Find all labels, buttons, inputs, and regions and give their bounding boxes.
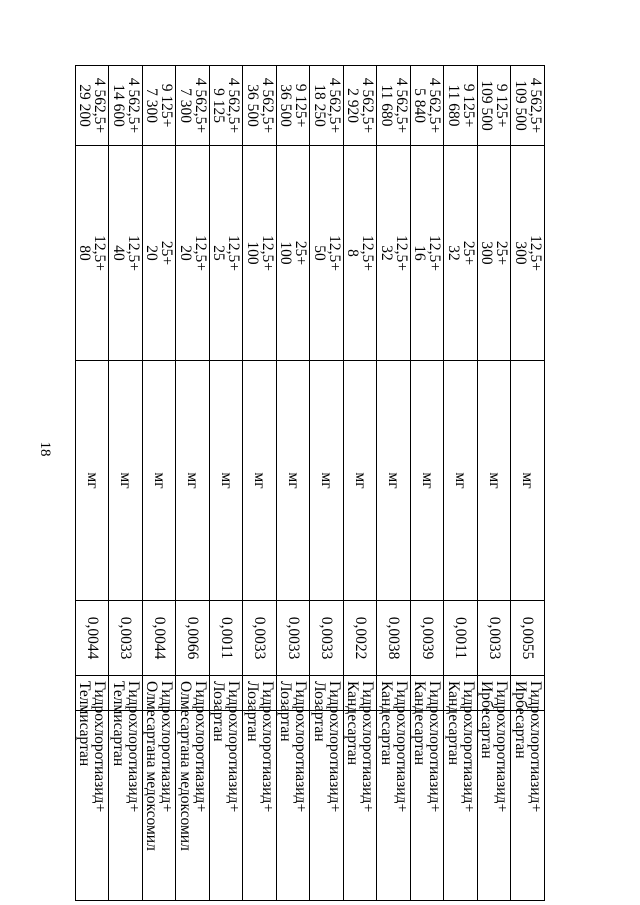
annual-amount-line: 4 562,5+ bbox=[359, 77, 377, 134]
table-row bbox=[310, 66, 344, 901]
drug-name-line: Гидрохлоротиазид+ bbox=[460, 681, 477, 813]
drug-name-cell bbox=[176, 676, 210, 851]
dose-cell bbox=[243, 146, 277, 361]
amount-cell: 0,0044 bbox=[76, 601, 110, 676]
drug-name-cell bbox=[310, 676, 344, 813]
table-row bbox=[478, 66, 512, 901]
drug-name-line: Лозартан bbox=[311, 681, 328, 742]
unit-cell: мг bbox=[511, 361, 545, 601]
dose-cell bbox=[143, 146, 177, 361]
dose-line: 50 bbox=[311, 245, 328, 261]
page-number: 18 bbox=[37, 441, 53, 457]
annual-amount-cell bbox=[310, 66, 344, 146]
annual-amount-cell bbox=[143, 66, 177, 146]
dose-cell bbox=[344, 146, 378, 361]
dose-line: 32 bbox=[445, 245, 462, 261]
table-row bbox=[243, 66, 277, 901]
drug-name-line: Кандесартан bbox=[445, 681, 462, 766]
unit-cell: мг bbox=[377, 361, 411, 601]
table-row bbox=[76, 66, 110, 901]
table-body bbox=[76, 66, 545, 901]
annual-amount-line: 4 562,5+ bbox=[527, 77, 544, 134]
drug-name-cell bbox=[277, 676, 311, 813]
annual-amount-line: 9 125 bbox=[210, 88, 228, 123]
dose-cell bbox=[411, 146, 445, 361]
unit-cell: мг bbox=[310, 361, 344, 601]
drug-name-cell bbox=[344, 676, 378, 813]
unit-cell: мг bbox=[277, 361, 311, 601]
amount-cell: 0,0011 bbox=[210, 601, 244, 676]
annual-amount-line: 2 920 bbox=[344, 88, 362, 123]
dose-line: 20 bbox=[177, 245, 194, 261]
drug-name-line: Гидрохлоротиазид+ bbox=[527, 681, 544, 813]
dose-line: 12,5+ bbox=[91, 235, 109, 271]
annual-amount-line: 9 125+ bbox=[292, 83, 310, 128]
table-row bbox=[143, 66, 177, 901]
annual-amount-line: 7 300 bbox=[143, 88, 161, 123]
drug-name-cell bbox=[444, 676, 478, 813]
drug-name-line: Гидрохлоротиазид+ bbox=[292, 681, 310, 813]
drug-name-line: Гидрохлоротиазид+ bbox=[225, 681, 243, 813]
annual-amount-cell bbox=[243, 66, 277, 146]
drug-name-cell bbox=[210, 676, 244, 813]
rotated-table-area bbox=[75, 65, 545, 900]
annual-amount-line: 36 500 bbox=[277, 84, 295, 127]
drug-name-line: Гидрохлоротиазид+ bbox=[158, 681, 176, 813]
unit-cell: мг bbox=[76, 361, 110, 601]
drug-name-line: Кандесартан bbox=[411, 681, 429, 766]
dose-cell bbox=[511, 146, 545, 361]
dose-line: 25+ bbox=[158, 240, 176, 266]
annual-amount-line: 29 200 bbox=[76, 84, 94, 127]
drug-name-line: Ирбесартан bbox=[512, 681, 529, 759]
table-row bbox=[176, 66, 210, 901]
amount-cell: 0,0033 bbox=[243, 601, 277, 676]
dose-cell bbox=[277, 146, 311, 361]
amount-cell: 0,0033 bbox=[478, 601, 512, 676]
unit-cell: мг bbox=[143, 361, 177, 601]
unit-cell: мг bbox=[210, 361, 244, 601]
dose-line: 25+ bbox=[460, 240, 477, 266]
drug-name-cell bbox=[76, 676, 110, 813]
amount-cell: 0,0055 bbox=[511, 601, 545, 676]
amount-cell: 0,0039 bbox=[411, 601, 445, 676]
table-row bbox=[444, 66, 478, 901]
unit-cell: мг bbox=[176, 361, 210, 601]
annual-amount-line: 4 562,5+ bbox=[326, 77, 343, 134]
dose-cell bbox=[377, 146, 411, 361]
dose-line: 32 bbox=[378, 245, 395, 261]
table-row bbox=[210, 66, 244, 901]
table-row bbox=[109, 66, 143, 901]
drug-dosage-table bbox=[75, 65, 545, 901]
dose-line: 16 bbox=[411, 245, 429, 261]
annual-amount-line: 4 562,5+ bbox=[393, 77, 410, 134]
annual-amount-line: 9 125+ bbox=[493, 83, 511, 128]
drug-name-line: Гидрохлоротиазид+ bbox=[259, 681, 276, 813]
annual-amount-cell bbox=[210, 66, 244, 146]
dose-line: 12,5+ bbox=[192, 235, 209, 271]
dose-cell bbox=[210, 146, 244, 361]
annual-amount-line: 4 562,5+ bbox=[426, 77, 444, 134]
dose-line: 100 bbox=[277, 241, 295, 265]
dose-cell bbox=[109, 146, 143, 361]
drug-name-line: Гидрохлоротиазид+ bbox=[192, 681, 209, 813]
amount-cell: 0,0011 bbox=[444, 601, 478, 676]
annual-amount-line: 109 500 bbox=[512, 80, 529, 131]
dose-line: 12,5+ bbox=[225, 235, 243, 271]
annual-amount-cell bbox=[511, 66, 545, 146]
dose-line: 300 bbox=[512, 241, 529, 265]
amount-cell: 0,0033 bbox=[277, 601, 311, 676]
table-wrapper bbox=[75, 65, 545, 900]
dose-line: 25+ bbox=[493, 240, 511, 266]
amount-cell: 0,0044 bbox=[143, 601, 177, 676]
table-row bbox=[511, 66, 545, 901]
drug-name-cell bbox=[377, 676, 411, 813]
drug-name-line: Гидрохлоротиазид+ bbox=[426, 681, 444, 813]
annual-amount-line: 4 562,5+ bbox=[91, 77, 109, 134]
annual-amount-line: 4 562,5+ bbox=[192, 77, 209, 134]
annual-amount-line: 14 600 bbox=[110, 84, 127, 127]
amount-cell: 0,0022 bbox=[344, 601, 378, 676]
drug-name-cell bbox=[143, 676, 177, 851]
annual-amount-line: 4 562,5+ bbox=[225, 77, 243, 134]
amount-cell: 0,0033 bbox=[310, 601, 344, 676]
annual-amount-line: 36 500 bbox=[244, 84, 261, 127]
amount-cell: 0,0033 bbox=[109, 601, 143, 676]
drug-name-line: Гидрохлоротиазид+ bbox=[359, 681, 377, 813]
dose-line: 25+ bbox=[292, 240, 310, 266]
drug-name-cell bbox=[478, 676, 512, 813]
amount-cell: 0,0066 bbox=[176, 601, 210, 676]
annual-amount-cell bbox=[444, 66, 478, 146]
drug-name-line: Кандесартан bbox=[378, 681, 395, 766]
annual-amount-line: 18 250 bbox=[311, 84, 328, 127]
drug-name-line: Гидрохлоротиазид+ bbox=[91, 681, 109, 813]
amount-cell: 0,0038 bbox=[377, 601, 411, 676]
annual-amount-line: 7 300 bbox=[177, 88, 194, 123]
annual-amount-cell bbox=[109, 66, 143, 146]
drug-name-cell bbox=[411, 676, 445, 813]
drug-name-line: Гидрохлоротиазид+ bbox=[493, 681, 511, 813]
unit-cell: мг bbox=[444, 361, 478, 601]
drug-name-cell bbox=[109, 676, 143, 813]
drug-name-line: Ирбесартан bbox=[478, 681, 496, 759]
dose-line: 20 bbox=[143, 245, 161, 261]
drug-name-line: Гидрохлоротиазид+ bbox=[326, 681, 343, 813]
table-row bbox=[377, 66, 411, 901]
dose-line: 12,5+ bbox=[393, 235, 410, 271]
table-row bbox=[411, 66, 445, 901]
unit-cell: мг bbox=[243, 361, 277, 601]
annual-amount-line: 11 680 bbox=[378, 84, 395, 127]
unit-cell: мг bbox=[411, 361, 445, 601]
dose-line: 8 bbox=[344, 249, 362, 257]
dose-line: 12,5+ bbox=[426, 235, 444, 271]
drug-name-cell bbox=[243, 676, 277, 813]
dose-line: 12,5+ bbox=[359, 235, 377, 271]
dose-line: 300 bbox=[478, 241, 496, 265]
drug-name-line: Телмисартан bbox=[76, 681, 94, 767]
dose-cell bbox=[478, 146, 512, 361]
dose-cell bbox=[444, 146, 478, 361]
drug-name-cell bbox=[511, 676, 545, 813]
dose-line: 12,5+ bbox=[125, 235, 142, 271]
annual-amount-cell bbox=[377, 66, 411, 146]
table-row bbox=[344, 66, 378, 901]
annual-amount-line: 5 840 bbox=[411, 88, 429, 123]
dose-line: 100 bbox=[244, 241, 261, 265]
drug-name-line: Телмисартан bbox=[110, 681, 127, 767]
annual-amount-line: 4 562,5+ bbox=[125, 77, 142, 134]
dose-line: 12,5+ bbox=[326, 235, 343, 271]
dose-line: 12,5+ bbox=[527, 235, 544, 271]
annual-amount-cell bbox=[176, 66, 210, 146]
annual-amount-line: 9 125+ bbox=[460, 83, 477, 128]
annual-amount-cell bbox=[411, 66, 445, 146]
drug-name-line: Олмесартана медоксомил bbox=[143, 681, 161, 851]
dose-cell bbox=[76, 146, 110, 361]
annual-amount-cell bbox=[478, 66, 512, 146]
annual-amount-line: 9 125+ bbox=[158, 83, 176, 128]
annual-amount-cell bbox=[277, 66, 311, 146]
dose-line: 40 bbox=[110, 245, 127, 261]
dose-cell bbox=[176, 146, 210, 361]
unit-cell: мг bbox=[478, 361, 512, 601]
annual-amount-line: 4 562,5+ bbox=[259, 77, 276, 134]
drug-name-line: Олмесартана медоксомил bbox=[177, 681, 194, 851]
dose-line: 12,5+ bbox=[259, 235, 276, 271]
dose-cell bbox=[310, 146, 344, 361]
drug-name-line: Лозартан bbox=[244, 681, 261, 742]
annual-amount-cell bbox=[76, 66, 110, 146]
drug-name-line: Гидрохлоротиазид+ bbox=[125, 681, 142, 813]
annual-amount-line: 11 680 bbox=[445, 84, 462, 127]
annual-amount-line: 109 500 bbox=[478, 80, 496, 131]
drug-name-line: Лозартан bbox=[210, 681, 228, 742]
table-row bbox=[277, 66, 311, 901]
annual-amount-cell bbox=[344, 66, 378, 146]
dose-line: 80 bbox=[76, 245, 94, 261]
dose-line: 25 bbox=[210, 245, 228, 261]
unit-cell: мг bbox=[344, 361, 378, 601]
unit-cell: мг bbox=[109, 361, 143, 601]
drug-name-line: Гидрохлоротиазид+ bbox=[393, 681, 410, 813]
drug-name-line: Лозартан bbox=[277, 681, 295, 742]
drug-name-line: Кандесартан bbox=[344, 681, 362, 766]
